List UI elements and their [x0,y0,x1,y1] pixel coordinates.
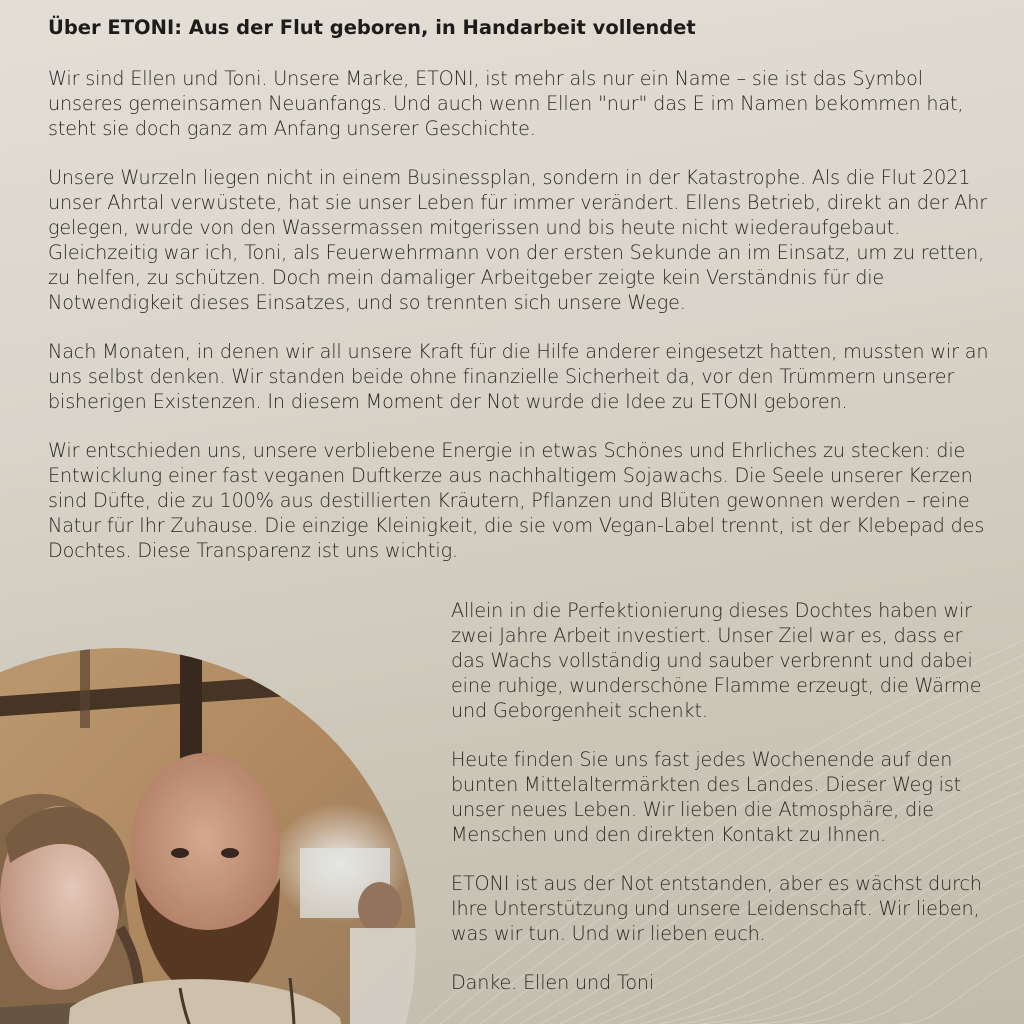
paragraph-wick: Allein in die Perfektionierung dieses Dochtes haben wir zwei Jahre Arbeit investiert. Unser Ziel war es, dass er das Wachs vollständig und sauber verbrennt und dabei eine ruhige, wunderschöne Flamme erzeugt, die Wärme und Geborgenheit schenkt. [451,599,982,722]
page-title: Über ETONI: Aus der Flut geboren, in Handarbeit vollendet [48,16,696,39]
paragraph-candles: Wir entschieden uns, unsere verbliebene Energie in etwas Schönes und Ehrliches zu stecken: die Entwicklung einer fast veganen Duftkerze aus nachhaltigem Sojawachs. Die Seele unserer Kerzen sind Düfte, die zu 100% aus destillierten Kräutern, Pflanzen und Blüten gewonnen werden – reine Natur für Ihr Zuhause. Die einzige Kleinigkeit, die sie vom Vegan-Label trennt, ist der Klebepad des Dochtes. Diese Transparenz ist uns wichtig. [48,439,985,562]
signature: Danke. Ellen und Toni [451,971,655,994]
about-text-right-column [451,598,991,1019]
paragraph-love: ETONI ist aus der Not entstanden, aber es wächst durch Ihre Unterstützung und unsere Leidenschaft. Wir lieben, was wir tun. Und wir lieben euch. [451,872,982,945]
about-text-block [48,14,998,587]
paragraph-markets: Heute finden Sie uns fast jedes Wochenende auf den bunten Mittelaltermärkten des Landes. Dieser Weg ist unser neues Leben. Wir lieben die Atmosphäre, die Menschen und den direkten Kontakt zu Ihnen. [451,748,962,846]
paragraph-idea: Nach Monaten, in denen wir all unsere Kraft für die Hilfe anderer eingesetzt hatten, mussten wir an uns selbst denken. Wir standen beide ohne finanzielle Sicherheit da, vor den Trümmern unserer bisherigen Existenzen. In diesem Moment der Not wurde die Idee zu ETONI geboren. [48,340,989,413]
founders-photo [0,648,416,1024]
paragraph-intro: Wir sind Ellen und Toni. Unsere Marke, ETONI, ist mehr als nur ein Name – sie ist das Symbol unseres gemeinsamen Neuanfangs. Und auch wenn Ellen "nur" das E im Namen bekommen hat, steht sie doch ganz am Anfang unserer Geschichte. [48,67,964,140]
paragraph-roots: Unsere Wurzeln liegen nicht in einem Businessplan, sondern in der Katastrophe. Als die Flut 2021 unser Ahrtal verwüstete, hat sie unser Leben für immer verändert. Ellens Betrieb, direkt an der Ahr gelegen, wurde von den Wassermassen mitgerissen und bis heute nicht wiederaufgebaut. Gleichzeitig war ich, Toni, als Feuerwehrmann von der ersten Sekunde an im Einsatz, um zu retten, zu helfen, zu schützen. Doch mein damaliger Arbeitgeber zeigte kein Verständnis für die Notwendigkeit dieses Einsatzes, und so trennten sich unsere Wege. [48,166,987,314]
